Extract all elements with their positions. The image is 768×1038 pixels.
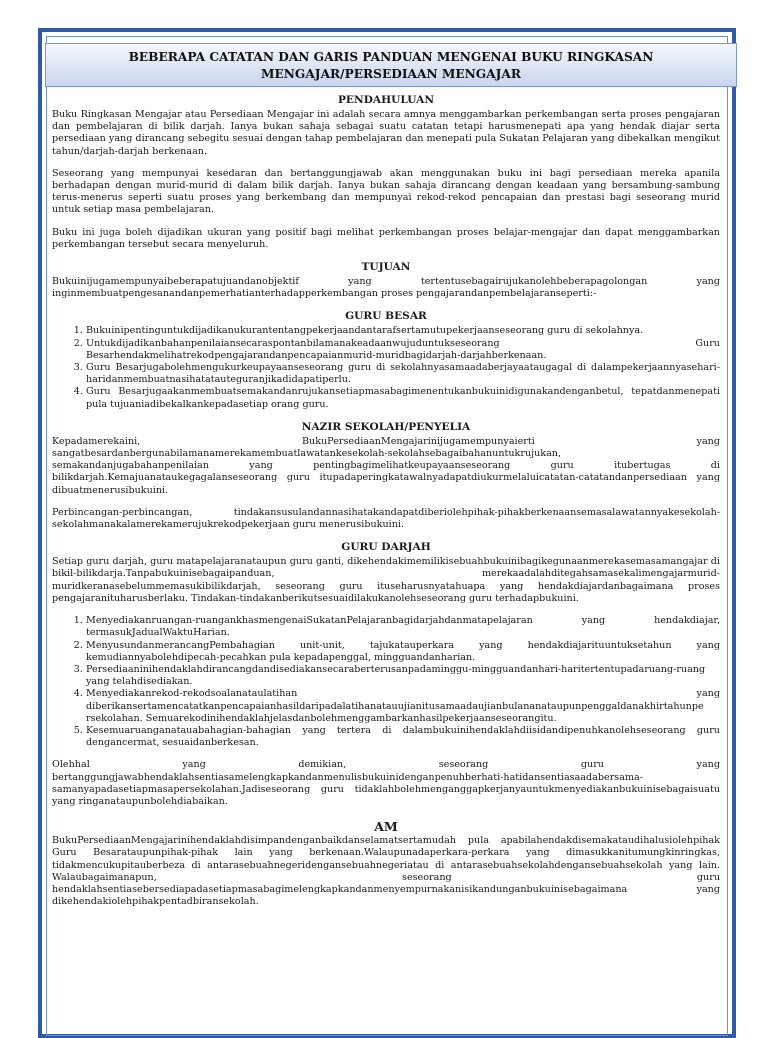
list-item: 5. Kesemuaruanganatauabahagian-bahagian yang tertera di dalambukuinihendaklahdiisidandipenuhkanolehseseorang guru dengancermat, sesuaidanberkesan. bbox=[86, 725, 720, 749]
title-line-1: BEBERAPA CATATAN DAN GARIS PANDUAN MENGENAI BUKU RINGKASAN bbox=[128, 50, 654, 64]
list-item: 1. Bukuinipentinguntukdijadikanukurantentangpekerjaandantarafsertamutupekerjaanseseorang guru di sekolahnya. bbox=[86, 325, 720, 337]
heading-am: AM bbox=[374, 819, 398, 835]
guru-besar-list bbox=[52, 325, 720, 410]
paragraph: Kepadamerekaini, BukuPersediaanMengajarinijugamempunyaierti yang sangatbesardanbergunabilamanamerekamembuatlawatankesekolah-sekolahsebagaibahanuntukrujukan, semakandanjugabahanpenilaian yang pentingbagimelihatkeupayaanseseorang guru itubertugas di bilikdarjah.Kemajuanataukegagalanseseorang guru itupadaperingkatawalnyadapatdiukurmelaluicatatan-catatandanpersediaan yang dibuatmenerusibukuini. bbox=[52, 435, 720, 496]
list-item: 3. Guru Besarjugabolehmengukurkeupayaanseseorang guru di sekolahnyasamaadaberjayaataugagal di dalampekerjaannyasehari-haridanmembuatnasihatatauteguranjikadidapatiperlu. bbox=[86, 362, 720, 386]
paragraph: Seseorang yang mempunyai kesedaran dan bertanggungjawab akan menggunakan buku ini bagi persediaan mereka apanila berhadapan dengan murid-murid di dalam bilik darjah. Ianya bukan sahaja dirancang dengan keadaan yang bersambung-sambung terus-menerus seperti suatu proses yang berkembang dan mempunyai rekod-rekod pencapaian dan prestasi bagi seseorang murid untuk setiap masa pembelajaran. bbox=[52, 167, 720, 216]
heading-guru-darjah: GURU DARJAH bbox=[341, 541, 431, 554]
list-item: 2. MenyusundanmerancangPembahagian unit-unit, tajukatauperkara yang hendakdiajarituuntuksetahun yang kemudiannyabolehdipecah-pecahkan pula kepadapenggal, mingguandanharian. bbox=[86, 640, 720, 664]
paragraph: Perbincangan-perbincangan, tindakansusulandannasihatakandapatdiberiolehpihak-pihakberkenaansemasalawatannyakesekolah-sekolahmanakalamerekamerujukrekodpekerjaan guru menerusibukuini. bbox=[52, 506, 720, 531]
list-item: 4. Menyediakanrekod-rekodsoalanataulatihan yang diberikansertamencatatkanpencapaianhasildaripadalatihanatauujianitusamaadaujianbulananataupunpenggaldanakhirtahunpe rsekolahan. Semuarekodinihendaklahjelasdanbolehmenggambarkanhasilpekerjaanseseorangitu. bbox=[86, 688, 720, 725]
title-line-2: MENGAJAR/PERSEDIAAN MENGAJAR bbox=[261, 67, 521, 81]
list-item: 4. Guru Besarjugaakanmembuatsemakandanrujukansetiapmasabagimenentukanbukuinidigunakandenganbetul, tepatdanmenepati pula tujuaniadibekalkankepadasetiap orang guru. bbox=[86, 386, 720, 410]
heading-nazir: NAZIR SEKOLAH/PENYELIA bbox=[301, 420, 471, 433]
paragraph: Buku ini juga boleh dijadikan ukuran yang positif bagi melihat perkembangan proses belajar-mengajar dan dapat menggambarkan perkembangan tersebut secara menyeluruh. bbox=[52, 226, 720, 250]
guru-darjah-list bbox=[52, 615, 720, 749]
document-title bbox=[45, 43, 737, 87]
heading-guru-besar: GURU BESAR bbox=[345, 310, 427, 323]
paragraph: Bukuinijugamempunyaibeberapatujuandanobjektif yang tertentusebagairujukanolehbeberapagolongan yang inginmembuatpengesanandanpemerhatianterhadapperkembangan proses pengajarandanpembelajaranseperti:- bbox=[52, 276, 720, 300]
paragraph: Buku Ringkasan Mengajar atau Persediaan Mengajar ini adalah secara amnya menggambarkan perkembangan serta proses pengajaran dan pembelajaran di bilik darjah. Ianya bukan sahaja sebagai suatu catatan tetapi harusmenepati apa yang hendak diajar serta persediaan yang dirancang sebegitu sesuai dengan tahap pembelajaran dan menepati pula Sukatan Pelajaran yang dibekalkan mengikut tahun/darjah-darjah berkenaan. bbox=[52, 109, 720, 157]
heading-pendahuluan: PENDAHULUAN bbox=[337, 94, 435, 106]
list-item: 3. Persediaaninihendaklahdirancangdandisediakansecaraberterusanpadaminggu-mingguandanhari-haritertentupadaruang-ruang yang telahdisediakan. bbox=[86, 664, 720, 688]
paragraph: BukuPersediaanMengajarinihendaklahdisimpandenganbaikdanselamatsertamudah pula apabilahendakdisemakataudihalusiolehpihak Guru Besarataupunpihak-pihak lain yang berkenaan.Walaupunadaperkara-perkara yang dimasukkanitumungkinringkas, tidakmencukupitauberbeza di antarasebuahnegeridengansebuahnegeriatau di antarasebuahsekolahdengansebuahsekolah yang lain. Walaubagaimanapun, seseorang guru hendaklahsentiasebersediapadasetiapmasabagimelengkapkandanmenyempurnakanisikandunganbukuinisebagaimana yang dikehendakiolehpihakpentadbiransekolah. bbox=[52, 835, 720, 908]
paragraph: Olehhal yang demikian, seseorang guru yang bertanggungjawabhendaklahsentiasamelengkapkandanmenulisbukuinidenganpenuhberhati-hatidansentiasaadabersama-samanyapadasetiapmasapersekolahan.Jadiseseorang guru tidaklahbolehmenganggapkerjanyauntukmenyediakanbukuinisebagaisuatu yang ringanataupunbolehdiabaikan. bbox=[52, 759, 720, 807]
list-item: 2. Untukdijadikanbahanpenilaiansecaraspontanbilamanakeadaanwujuduntukseseorang Guru Besarhendakmelihatrekodpengajarandanpencapaianmurid-muridbagidarjah-darjahberkenaan. bbox=[86, 338, 720, 362]
heading-tujuan: TUJUAN bbox=[361, 261, 411, 274]
list-item: 1. Menyediakanruangan-ruangankhasmengenaiSukatanPelajaranbagidarjahdanmatapelajaran yang hendakdiajar, termasukJadualWaktuHarian. bbox=[86, 615, 720, 639]
paragraph: Setiap guru darjah, guru matapelajaranataupun guru ganti, dikehendakimemilikisebuahbukuinibagikegunaanmerekasemasamangajar di bikil-bilikdarja.Tanpabukuinisebagaipanduan, merekaadalahditegahsamasekalimengajarmurid-muridkeranasebelummemasukibilikdarjah, seseorang guru ituseharusnyatahuapa yang hendakdiajardanbagaimana proses pengajaranituharusberlaku. Tindakan-tindakanberikutsesuaidilakukanolehseseorang guru terhadapbukuini. bbox=[52, 556, 720, 604]
document-body bbox=[52, 94, 720, 918]
